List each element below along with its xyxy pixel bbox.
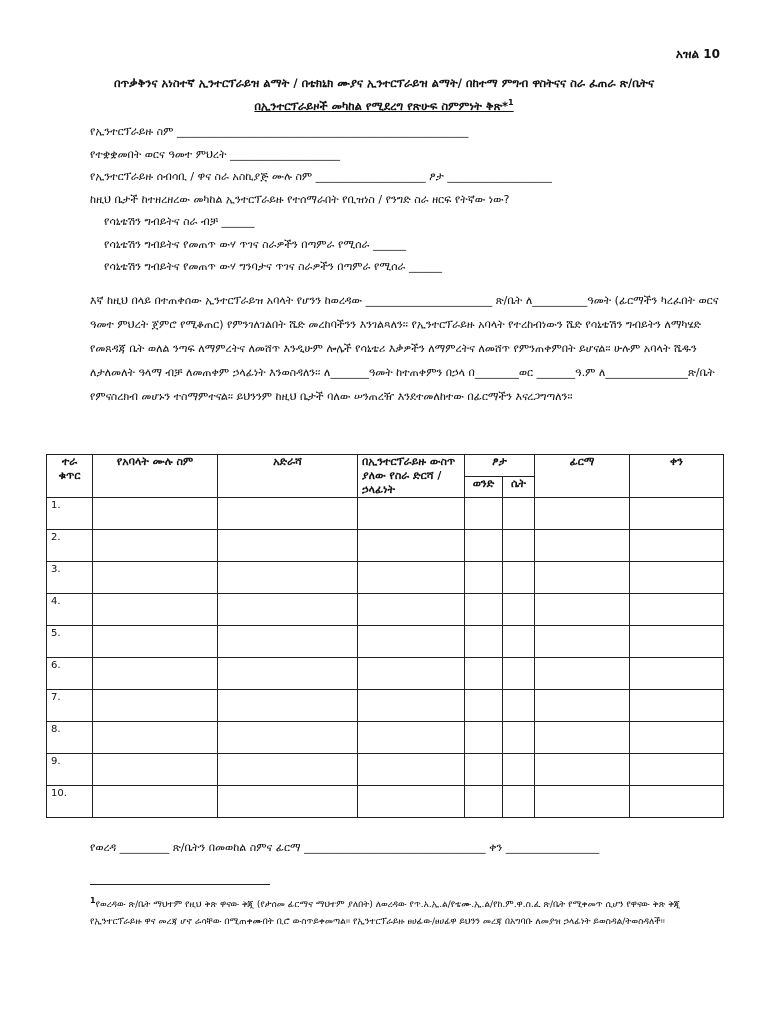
header-male: ወንድ <box>465 476 503 498</box>
header-serial-no: ተራ ቁጥር <box>47 455 93 498</box>
table-row <box>47 658 724 690</box>
cell-address[interactable] <box>218 562 358 594</box>
cell-serial-no: 4. <box>47 594 93 626</box>
title-line-2-text: በኢንተርፕራይዞች መካከል የሚደረግ የጽሁፍ ስምምነት ቅጽ* <box>254 98 509 113</box>
table-row <box>47 530 724 562</box>
cell-date[interactable] <box>630 626 724 658</box>
cell-member-name[interactable] <box>93 722 218 754</box>
cell-female[interactable] <box>503 754 535 786</box>
cell-member-name[interactable] <box>93 658 218 690</box>
table-row <box>47 754 724 786</box>
field-enterprise-name: የኢንተርፕራይዙ ስም _____________________________________________________ <box>90 125 469 138</box>
cell-female[interactable] <box>503 786 535 818</box>
cell-signature[interactable] <box>535 562 630 594</box>
cell-signature[interactable] <box>535 690 630 722</box>
cell-member-name[interactable] <box>93 530 218 562</box>
header-sex: ፆታ <box>465 455 535 477</box>
cell-date[interactable] <box>630 498 724 530</box>
header-address: አድራሻ <box>218 455 358 498</box>
cell-address[interactable] <box>218 690 358 722</box>
cell-serial-no: 6. <box>47 658 93 690</box>
cell-date[interactable] <box>630 786 724 818</box>
cell-member-name[interactable] <box>93 562 218 594</box>
table-row <box>47 594 724 626</box>
cell-female[interactable] <box>503 594 535 626</box>
footnote-divider <box>90 884 270 885</box>
cell-female[interactable] <box>503 722 535 754</box>
cell-role[interactable] <box>358 754 465 786</box>
cell-date[interactable] <box>630 594 724 626</box>
option-sanitation-water-repair: የሳኒቴሽን ግብይትና የመጠጥ ውሃ ጥገና ስራዎችን በጣምራ የሚሰራ ______ <box>104 237 406 251</box>
field-sector-question: ከዚህ ቤታች ከተዘረዘረው መካከል ኢንተርፕራይዙ የተሰማራበት የቢዝነስ / የንግድ ስራ ዘርፍ የትኛው ነው? <box>90 192 510 206</box>
footnote-text: የወረዳው ጽ/ቤት ማህተም የዚህ ቅጽ ዋናው ቅጂ (የታሰመ ፊርማና ማህተም ያለበት) ለወረዳው የጥ.አ.ኢ.ል/የቴሙ.ኢ.ል/የከ.ም.ዋ.ስ.ፈ ጽ/ቤት የሚቀመጥ ሲሆን የዋናው ቅጽ ቅጂ የኢንተርፕራይዙ ዋና መረጃ ሆኖ ራሳቸው በሚጠቀሙበት ቢሮ ውስጥይቀመጣል፡፡ የኢንተርፕራይዙ ፀሀፊው/ፀሀፊዋ ይህንን መረጃ በአግባቡ ለመያዝ ኃላፊነት ይወስዳል/ትወስዳለች፡፡ <box>90 900 681 927</box>
cell-date[interactable] <box>630 722 724 754</box>
annex-number: አዝል 10 <box>675 47 720 61</box>
option-sanitation-only: የሳኒቴሽን ግብይትና ስራ ብቻ ______ <box>104 215 255 228</box>
cell-address[interactable] <box>218 626 358 658</box>
cell-serial-no: 5. <box>47 626 93 658</box>
cell-member-name[interactable] <box>93 786 218 818</box>
cell-member-name[interactable] <box>93 626 218 658</box>
cell-member-name[interactable] <box>93 754 218 786</box>
cell-address[interactable] <box>218 530 358 562</box>
enterprise-fields <box>90 121 552 279</box>
cell-address[interactable] <box>218 658 358 690</box>
field-chair-name-sex: የኢንተርፕራይዙ ሰብሳቢ / ዋና ስራ አስኪያጅ ሙሉ ስም ____________________ ፆታ ___________________ <box>90 170 552 183</box>
header-date: ቀን <box>630 455 724 498</box>
table-row <box>47 786 724 818</box>
field-established-date: የተቋቋመበት ወርና ዓመተ ምህረት ____________________ <box>90 147 341 161</box>
cell-male[interactable] <box>465 594 503 626</box>
cell-date[interactable] <box>630 754 724 786</box>
cell-serial-no: 8. <box>47 722 93 754</box>
cell-role[interactable] <box>358 690 465 722</box>
table-row <box>47 626 724 658</box>
cell-signature[interactable] <box>535 722 630 754</box>
cell-female[interactable] <box>503 498 535 530</box>
cell-role[interactable] <box>358 562 465 594</box>
cell-female[interactable] <box>503 530 535 562</box>
title-line-2 <box>40 93 728 116</box>
cell-role[interactable] <box>358 786 465 818</box>
cell-address[interactable] <box>218 754 358 786</box>
cell-male[interactable] <box>465 754 503 786</box>
header-signature: ፊርማ <box>535 455 630 498</box>
cell-signature[interactable] <box>535 594 630 626</box>
cell-signature[interactable] <box>535 754 630 786</box>
footnote-mark: 1 <box>90 896 96 905</box>
cell-date[interactable] <box>630 690 724 722</box>
agreement-paragraph: እኛ ከዚህ በላይ በተጠቀሰው ኢንተርፕራይዝ አባላት የሆንን ከወረዳው _______________________ ጽ/ቤት ለ__________ዓመት (ፊርማችን ካረፈበት ወርና ዓመተ ምህረት ጀምሮ የሚቆጠር) የምንገለገልበት ሼድ መረከባችንን እንገልጻለን፡፡ የኢንተርፕራይዙ አባላት የተረከብነውን ሼድ የሳኒቴሽን ግብይትን ለማካሄድ የመጸዳጃ ቤት ወለል ንጣፍ ለማምረትና ለመሸጥ እንዲሁም ሎሌች የሳኒቴሪ እቃዎችን ለማምረትና ለመሸጥ የምንጠቀምበት ይሆናል፡፡ ሁሉም አባላት ሼዱን ለታለመለት ዓላማ ብቻ ለመጠቀም ኃላፊነት እንወስዳለን፡፡ ለ_______ዓመት ከተጠቀምን በኃላ በ________ወር _______ዓ.ም ለ_______________ጽ/ቤት የምናስረክብ መሆኑን ተስማምተናል፡፡ ይህንንም ከዚህ ቤታች ባለው ሠንጠረዥ እንደተመለከተው በፊርማችን እናረጋግጣለን፡፡ <box>90 294 719 403</box>
title-footnote-mark: 1 <box>508 98 514 107</box>
cell-female[interactable] <box>503 562 535 594</box>
cell-member-name[interactable] <box>93 594 218 626</box>
cell-date[interactable] <box>630 658 724 690</box>
footnote <box>90 892 718 931</box>
cell-signature[interactable] <box>535 498 630 530</box>
cell-date[interactable] <box>630 530 724 562</box>
header-female: ሴት <box>503 476 535 498</box>
cell-male[interactable] <box>465 530 503 562</box>
header-member-name: የአባላት ሙሉ ስም <box>93 455 218 498</box>
cell-role[interactable] <box>358 658 465 690</box>
cell-serial-no: 1. <box>47 498 93 530</box>
cell-address[interactable] <box>218 786 358 818</box>
cell-signature[interactable] <box>535 530 630 562</box>
cell-serial-no: 2. <box>47 530 93 562</box>
woreda-signature-line: የወረዳ _________ ጽ/ቤትን በመወከል ስምና ፊርማ _________________________________ ቀን _________________ <box>90 841 600 854</box>
cell-female[interactable] <box>503 626 535 658</box>
cell-male[interactable] <box>465 498 503 530</box>
members-table <box>46 454 724 818</box>
form-title <box>40 74 728 116</box>
cell-role[interactable] <box>358 594 465 626</box>
cell-female[interactable] <box>503 658 535 690</box>
cell-serial-no: 7. <box>47 690 93 722</box>
cell-male[interactable] <box>465 562 503 594</box>
cell-role[interactable] <box>358 626 465 658</box>
cell-male[interactable] <box>465 786 503 818</box>
header-role: በኢንተርፕራይዙ ውስጥ ያለው የስራ ድርሻ / ኃላፊነት <box>358 455 465 498</box>
cell-male[interactable] <box>465 722 503 754</box>
table-row <box>47 498 724 530</box>
cell-address[interactable] <box>218 594 358 626</box>
cell-male[interactable] <box>465 626 503 658</box>
cell-address[interactable] <box>218 722 358 754</box>
cell-member-name[interactable] <box>93 498 218 530</box>
cell-male[interactable] <box>465 658 503 690</box>
cell-role[interactable] <box>358 498 465 530</box>
cell-signature[interactable] <box>535 658 630 690</box>
title-line-1: በጥቃቅንና አነስተኛ ኢንተርፕራይዝ ልማት / በቴክኒክ ሙያና ኢንተርፕራይዝ ልማት/ በከተማ ምግብ ዋስትናና ስራ ፈጠራ ጽ/ቤትና <box>113 76 655 90</box>
table-row <box>47 562 724 594</box>
cell-signature[interactable] <box>535 626 630 658</box>
table-row <box>47 690 724 722</box>
cell-member-name[interactable] <box>93 690 218 722</box>
cell-male[interactable] <box>465 690 503 722</box>
cell-role[interactable] <box>358 722 465 754</box>
cell-role[interactable] <box>358 530 465 562</box>
cell-female[interactable] <box>503 690 535 722</box>
table-row <box>47 722 724 754</box>
option-sanitation-water-construction: የሳኒቴሽን ግብይትና የመጠጥ ውሃ ግንባታና ጥገና ስራዎችን በጣምራ የሚሰራ ______ <box>104 260 442 273</box>
cell-date[interactable] <box>630 562 724 594</box>
cell-address[interactable] <box>218 498 358 530</box>
cell-serial-no: 3. <box>47 562 93 594</box>
cell-serial-no: 9. <box>47 754 93 786</box>
cell-signature[interactable] <box>535 786 630 818</box>
cell-serial-no: 10. <box>47 786 93 818</box>
